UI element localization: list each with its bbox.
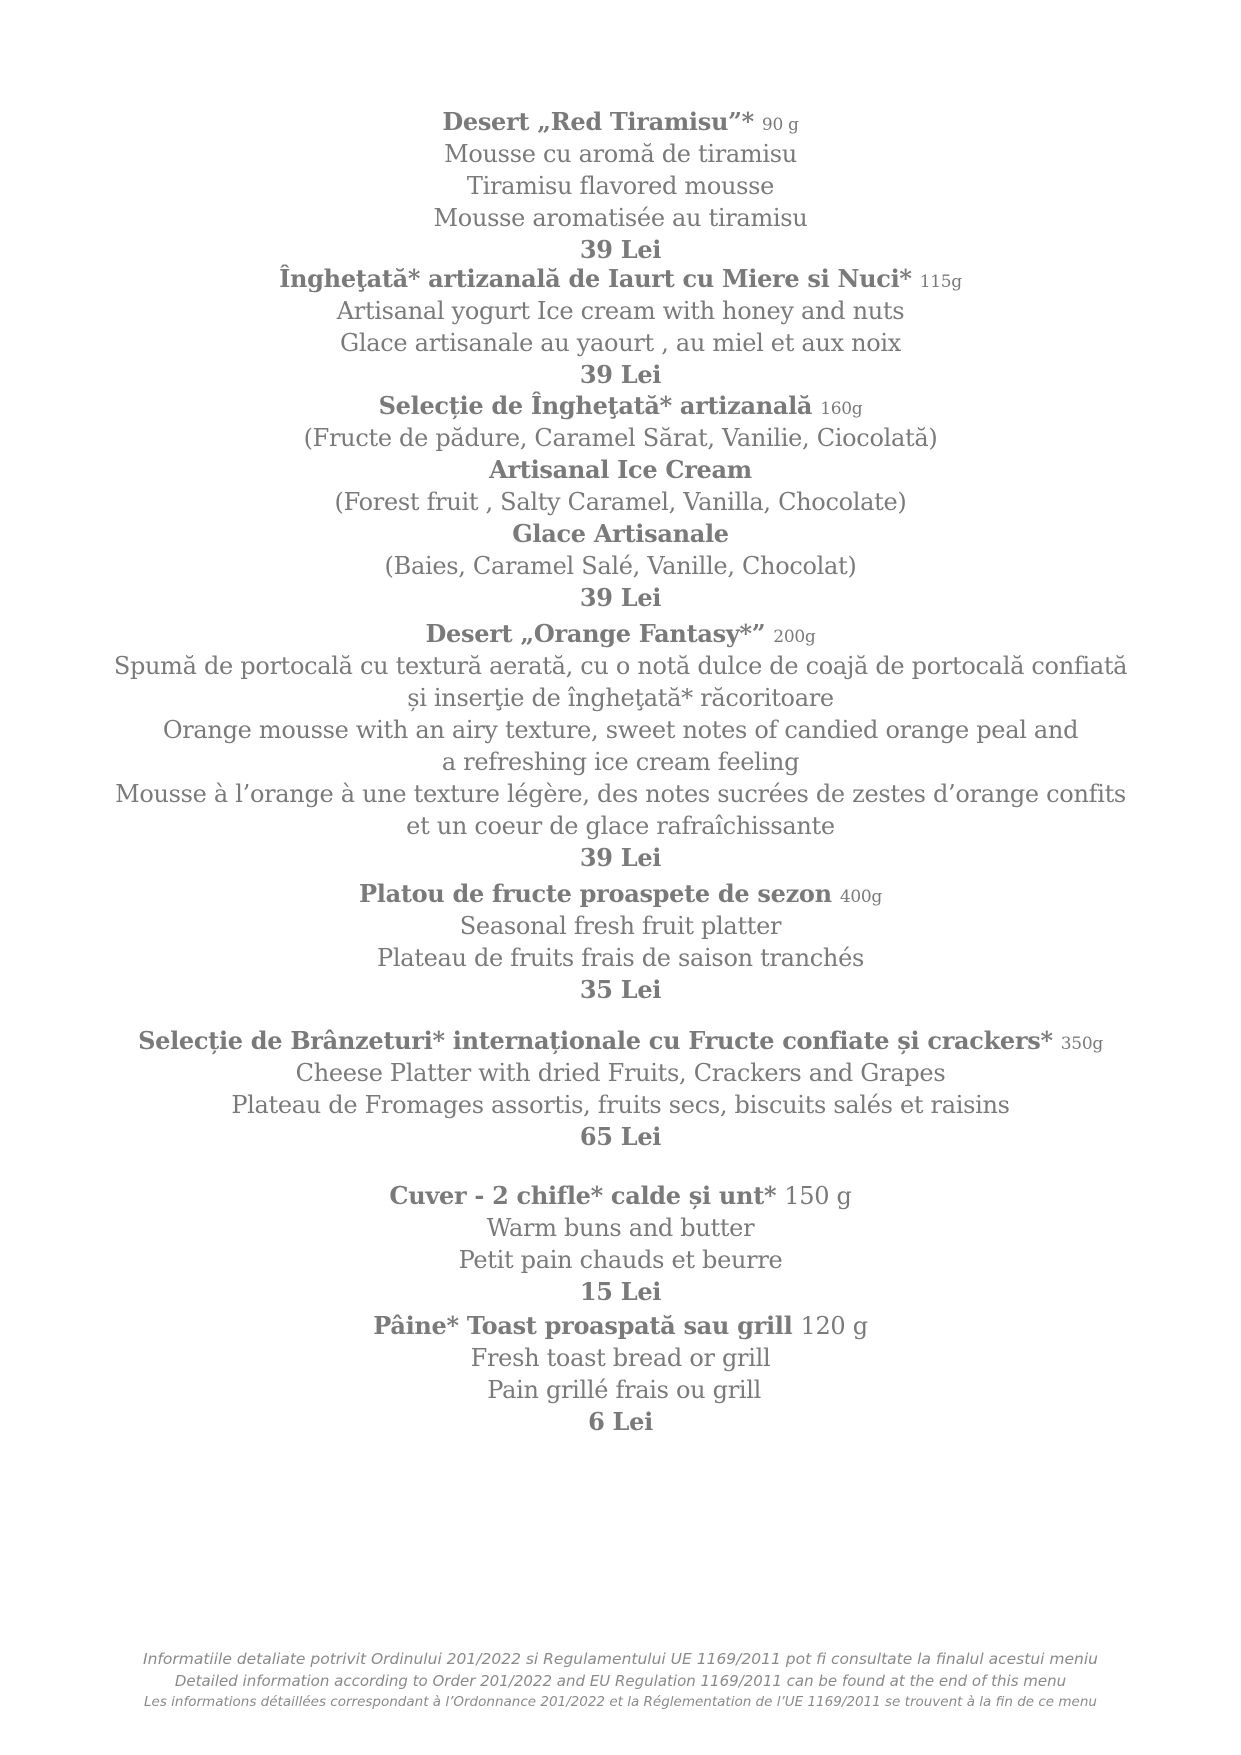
item-description: Spumă de portocală cu textură aerată, cu o notă dulce de coajă de portocală confiată xyxy=(113,652,1128,680)
item-description: Orange mousse with an airy texture, sweet notes of candied orange peal and xyxy=(162,716,1079,744)
footer-disclaimer xyxy=(0,1648,1241,1712)
item-description: a refreshing ice cream feeling xyxy=(441,748,800,776)
item-weight: 150 g xyxy=(784,1182,852,1210)
item-description: Plateau de fruits frais de saison tranchés xyxy=(377,944,864,972)
menu-item-cuver xyxy=(0,1180,1241,1308)
item-description: Petit pain chauds et beurre xyxy=(458,1246,783,1274)
item-price: 65 Lei xyxy=(579,1122,662,1151)
menu-item-fruit-platter xyxy=(0,878,1241,1006)
item-price: 15 Lei xyxy=(579,1277,662,1306)
item-title: Selecție de Îngheţată* artizanală xyxy=(378,391,813,420)
menu-item-yogurt-ice-cream xyxy=(0,263,1241,391)
item-subtitle-en: Artisanal Ice Cream xyxy=(489,455,752,484)
item-description: et un coeur de glace rafraîchissante xyxy=(406,812,835,840)
item-description: (Fructe de pădure, Caramel Sărat, Vanilie, Ciocolată) xyxy=(303,424,938,452)
item-description: Plateau de Fromages assortis, fruits secs, biscuits salés et raisins xyxy=(231,1091,1010,1119)
item-description: Mousse aromatisée au tiramisu xyxy=(433,204,808,232)
menu-item-cheese-platter xyxy=(0,1025,1241,1153)
item-title: Pâine* Toast proaspată sau grill xyxy=(373,1311,793,1340)
menu-item-artisanal-ice-cream xyxy=(0,390,1241,614)
item-weight: 200g xyxy=(773,627,816,647)
item-description: Mousse cu aromă de tiramisu xyxy=(444,140,797,168)
item-price: 35 Lei xyxy=(579,975,662,1004)
item-description: Artisanal yogurt Ice cream with honey and nuts xyxy=(336,297,905,325)
item-description: Cheese Platter with dried Fruits, Crackers and Grapes xyxy=(295,1059,946,1087)
item-description: Fresh toast bread or grill xyxy=(470,1344,771,1372)
item-weight: 160g xyxy=(820,399,863,419)
item-title: Platou de fructe proaspete de sezon xyxy=(359,879,832,908)
item-description: (Baies, Caramel Salé, Vanille, Chocolat) xyxy=(384,552,857,580)
item-price: 39 Lei xyxy=(579,360,662,389)
item-weight: 400g xyxy=(839,887,882,907)
menu-item-red-tiramisu xyxy=(0,106,1241,266)
item-description: Tiramisu flavored mousse xyxy=(466,172,775,200)
item-price: 39 Lei xyxy=(579,843,662,872)
item-title: Cuver - 2 chifle* calde și unt* xyxy=(389,1181,777,1210)
footer-fr: Les informations détaillées correspondant à l’Ordonnance 201/2022 et la Réglementation de l’UE 1169/2011 se trouvent à la fin de ce menu xyxy=(144,1694,1097,1710)
item-description: Pain grillé frais ou grill xyxy=(479,1376,762,1404)
item-weight: 120 g xyxy=(800,1312,868,1340)
item-weight: 350g xyxy=(1060,1034,1103,1054)
menu-item-toast-bread xyxy=(0,1310,1241,1438)
item-weight: 90 g xyxy=(761,115,799,135)
item-description: și inserţie de îngheţată* răcoritoare xyxy=(407,684,834,712)
footer-en: Detailed information according to Order 201/2022 and EU Regulation 1169/2011 can be found at the end of this menu xyxy=(174,1672,1067,1690)
item-description: Seasonal fresh fruit platter xyxy=(459,912,782,940)
menu-item-orange-fantasy xyxy=(0,618,1241,874)
item-weight: 115g xyxy=(919,272,962,292)
item-subtitle-fr: Glace Artisanale xyxy=(512,519,729,548)
item-price: 39 Lei xyxy=(579,235,662,264)
item-title: Desert „Red Tiramisu”* xyxy=(442,107,754,136)
item-description: Warm buns and butter xyxy=(486,1214,755,1242)
item-title: Selecție de Brânzeturi* internaționale cu Fructe confiate și crackers* xyxy=(138,1026,1053,1055)
item-description: Mousse à l’orange à une texture légère, des notes sucrées de zestes d’orange confits xyxy=(115,780,1126,808)
item-description: (Forest fruit , Salty Caramel, Vanilla, Chocolate) xyxy=(334,488,907,516)
item-description: Glace artisanale au yaourt , au miel et aux noix xyxy=(339,329,902,357)
item-price: 39 Lei xyxy=(579,583,662,612)
footer-ro: Informatiile detaliate potrivit Ordinului 201/2022 si Regulamentului UE 1169/2011 pot fi consultate la finalul acestui meniu xyxy=(143,1650,1098,1668)
item-price: 6 Lei xyxy=(588,1407,653,1436)
item-title: Desert „Orange Fantasy*” xyxy=(425,619,766,648)
item-title: Îngheţată* artizanală de Iaurt cu Miere si Nuci* xyxy=(279,264,912,293)
